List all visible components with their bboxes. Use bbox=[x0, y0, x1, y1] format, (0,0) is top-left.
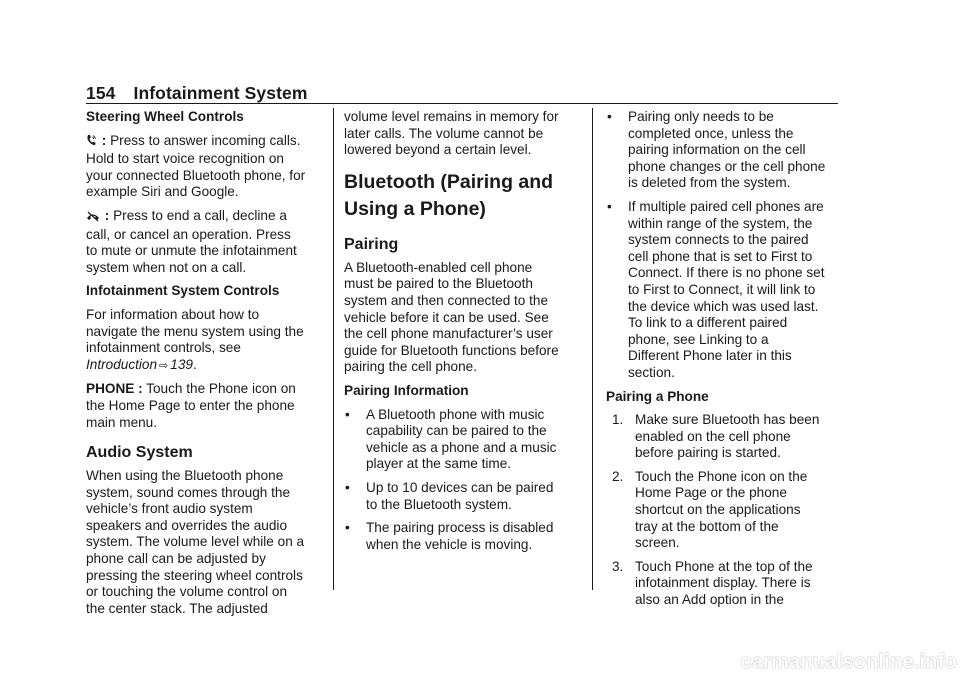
audio-line-4: speakers and overrides the audio bbox=[86, 517, 288, 533]
bluetooth-heading-line-1: Bluetooth (Pairing and bbox=[344, 170, 554, 193]
audio-line-1: When using the Bluetooth phone bbox=[86, 468, 284, 484]
bullet-item bbox=[606, 109, 846, 192]
pairing-paragraph bbox=[344, 260, 584, 376]
end-line-3: to mute or unmute the infotainment bbox=[86, 243, 297, 259]
phone-label: PHONE : bbox=[86, 381, 143, 397]
info-controls-heading: Infotainment System Controls bbox=[86, 283, 280, 299]
pairing-line-1: A Bluetooth-enabled cell phone bbox=[344, 259, 533, 275]
step-number: 2. bbox=[612, 468, 624, 484]
phone-line-1: Touch the Phone icon on bbox=[142, 381, 296, 397]
column-1 bbox=[86, 109, 326, 624]
audio-line-8: or touching the volume control on bbox=[86, 584, 288, 600]
audio-line-5: system. The volume level while on a bbox=[86, 534, 305, 550]
pairing-line-2: must be paired to the Bluetooth bbox=[344, 276, 533, 292]
bullet-line: to First to Connect, it will link to bbox=[628, 281, 816, 297]
answer-line-4: example Siri and Google. bbox=[86, 184, 239, 200]
cont-line-2: later calls. The volume cannot be bbox=[344, 125, 544, 141]
header-rule bbox=[86, 103, 838, 104]
numbered-step bbox=[606, 469, 846, 552]
end-line-4: system when not on a call. bbox=[86, 259, 247, 275]
step-line: screen. bbox=[635, 535, 680, 551]
bullet-line: The pairing process is disabled bbox=[366, 520, 554, 536]
pairing-line-3: system and then connected to the bbox=[344, 292, 549, 308]
steering-heading: Steering Wheel Controls bbox=[86, 109, 244, 124]
step-number: 3. bbox=[612, 558, 624, 574]
bullet-line: player at the same time. bbox=[366, 456, 512, 472]
bullet-mark: • bbox=[345, 406, 350, 422]
bullet-mark: • bbox=[345, 479, 350, 495]
step-line: shortcut on the applications bbox=[635, 502, 801, 518]
end-separator: : bbox=[101, 207, 114, 223]
introduction-page-ref[interactable]: 139 bbox=[170, 356, 193, 372]
bullet-line: Up to 10 devices can be paired bbox=[366, 479, 554, 495]
step-line: tray at the bottom of the bbox=[635, 518, 779, 534]
bullet-mark: • bbox=[607, 109, 612, 124]
section-title: Infotainment System bbox=[133, 83, 308, 103]
bullet-line: cell phone that is set to First to bbox=[628, 248, 813, 264]
step-line: Home Page or the phone bbox=[635, 485, 787, 501]
info-controls-paragraph bbox=[86, 307, 326, 374]
phone-line-2: the Home Page to enter the phone bbox=[86, 397, 295, 413]
audio-system-heading: Audio System bbox=[86, 444, 193, 462]
bullet-line: is deleted from the system. bbox=[628, 175, 791, 191]
numbered-step bbox=[606, 559, 846, 609]
end-call-paragraph bbox=[86, 208, 326, 276]
bullet-line: phone changes or the cell phone bbox=[628, 158, 826, 174]
info-line-3: infotainment controls, see bbox=[86, 340, 241, 356]
pairing-phone-heading: Pairing a Phone bbox=[606, 388, 709, 404]
watermark: carmanualsonline.info bbox=[740, 651, 957, 673]
column-divider-2 bbox=[592, 108, 593, 590]
bullet-line: section. bbox=[628, 364, 675, 380]
audio-line-9: the center stack. The adjusted bbox=[86, 600, 268, 616]
pairing-line-4: vehicle before it can be used. See bbox=[344, 309, 549, 325]
step-line: infotainment display. There is bbox=[635, 575, 811, 591]
bullet-mark: • bbox=[345, 520, 350, 536]
page-header bbox=[86, 82, 308, 104]
bullet-line: within range of the system, the bbox=[628, 215, 813, 231]
pairing-line-6: guide for Bluetooth functions before bbox=[344, 342, 559, 358]
audio-system-paragraph bbox=[86, 468, 326, 617]
column-2 bbox=[344, 109, 584, 560]
step-number: 1. bbox=[612, 412, 624, 428]
answer-line-1: Press to answer incoming calls. bbox=[110, 132, 301, 148]
bullet-item bbox=[344, 480, 584, 513]
bullet-line: capability can be paired to the bbox=[366, 423, 547, 439]
bluetooth-heading-line-2: Using a Phone) bbox=[344, 197, 486, 220]
bullet-line: If multiple paired cell phones are bbox=[628, 198, 824, 214]
step-line: before pairing is started. bbox=[635, 445, 781, 461]
bullet-line: system connects to the paired bbox=[628, 232, 809, 248]
ref-arrow-icon: ⇨ bbox=[159, 359, 169, 372]
ref-period: . bbox=[192, 356, 197, 372]
bullet-line: to the Bluetooth system. bbox=[366, 496, 512, 512]
step-line: Touch the Phone icon on the bbox=[635, 468, 808, 484]
bullet-line: completed once, unless the bbox=[628, 125, 794, 141]
cont-line-3: lowered beyond a certain level. bbox=[344, 142, 532, 158]
pairing-info-heading: Pairing Information bbox=[344, 382, 469, 398]
step-line: enabled on the cell phone bbox=[635, 428, 791, 444]
phone-line-3: main menu. bbox=[86, 414, 158, 430]
column-divider-1 bbox=[333, 108, 334, 590]
bullet-line: A Bluetooth phone with music bbox=[366, 406, 545, 422]
bullet-line: Different Phone later in this bbox=[628, 348, 792, 364]
bullet-item bbox=[344, 407, 584, 473]
audio-line-3: vehicle’s front audio system bbox=[86, 501, 253, 517]
introduction-link[interactable]: Introduction bbox=[86, 356, 158, 372]
page-number: 154 bbox=[86, 83, 116, 103]
bullet-line: the device which was used last. bbox=[628, 298, 819, 314]
answer-call-paragraph bbox=[86, 133, 326, 201]
info-line-1: For information about how to bbox=[86, 306, 260, 322]
pairing-line-5: the cell phone manufacturer’s user bbox=[344, 326, 553, 342]
audio-line-6: phone call can be adjusted by bbox=[86, 551, 266, 567]
bluetooth-heading bbox=[344, 169, 584, 223]
audio-line-7: pressing the steering wheel controls bbox=[86, 567, 303, 583]
bullet-line: when the vehicle is moving. bbox=[366, 536, 533, 552]
step-line: also an Add option in the bbox=[635, 592, 784, 608]
answer-separator: : bbox=[98, 132, 111, 148]
column-3 bbox=[606, 109, 846, 616]
step-line: Make sure Bluetooth has been bbox=[635, 412, 820, 428]
bullet-item bbox=[344, 520, 584, 553]
audio-line-2: system, sound comes through the bbox=[86, 484, 291, 500]
bullet-line: vehicle as a phone and a music bbox=[366, 439, 557, 455]
cont-line-1: volume level remains in memory for bbox=[344, 109, 559, 124]
pairing-heading: Pairing bbox=[344, 235, 399, 253]
end-line-2: call, or cancel an operation. Press bbox=[86, 226, 291, 242]
pairing-line-7: pairing the cell phone. bbox=[344, 359, 478, 375]
numbered-step bbox=[606, 412, 846, 462]
bullet-line: Connect. If there is no phone set bbox=[628, 265, 825, 281]
answer-line-2: Hold to start voice recognition on bbox=[86, 151, 284, 167]
phone-paragraph bbox=[86, 381, 326, 431]
phone-voice-icon bbox=[86, 134, 97, 152]
end-line-1: Press to end a call, decline a bbox=[113, 207, 287, 223]
bullet-line: phone, see Linking to a bbox=[628, 331, 769, 347]
step-line: Touch Phone at the top of the bbox=[635, 558, 813, 574]
info-line-2: navigate the menu system using the bbox=[86, 323, 304, 339]
bullet-item bbox=[606, 199, 846, 382]
bullet-line: pairing information on the cell bbox=[628, 142, 806, 158]
volume-continuation bbox=[344, 109, 584, 159]
bullet-mark: • bbox=[607, 198, 612, 214]
end-call-icon bbox=[86, 210, 100, 227]
bullet-line: Pairing only needs to be bbox=[628, 109, 774, 124]
bullet-line: To link to a different paired bbox=[628, 315, 788, 331]
answer-line-3: your connected Bluetooth phone, for bbox=[86, 167, 306, 183]
